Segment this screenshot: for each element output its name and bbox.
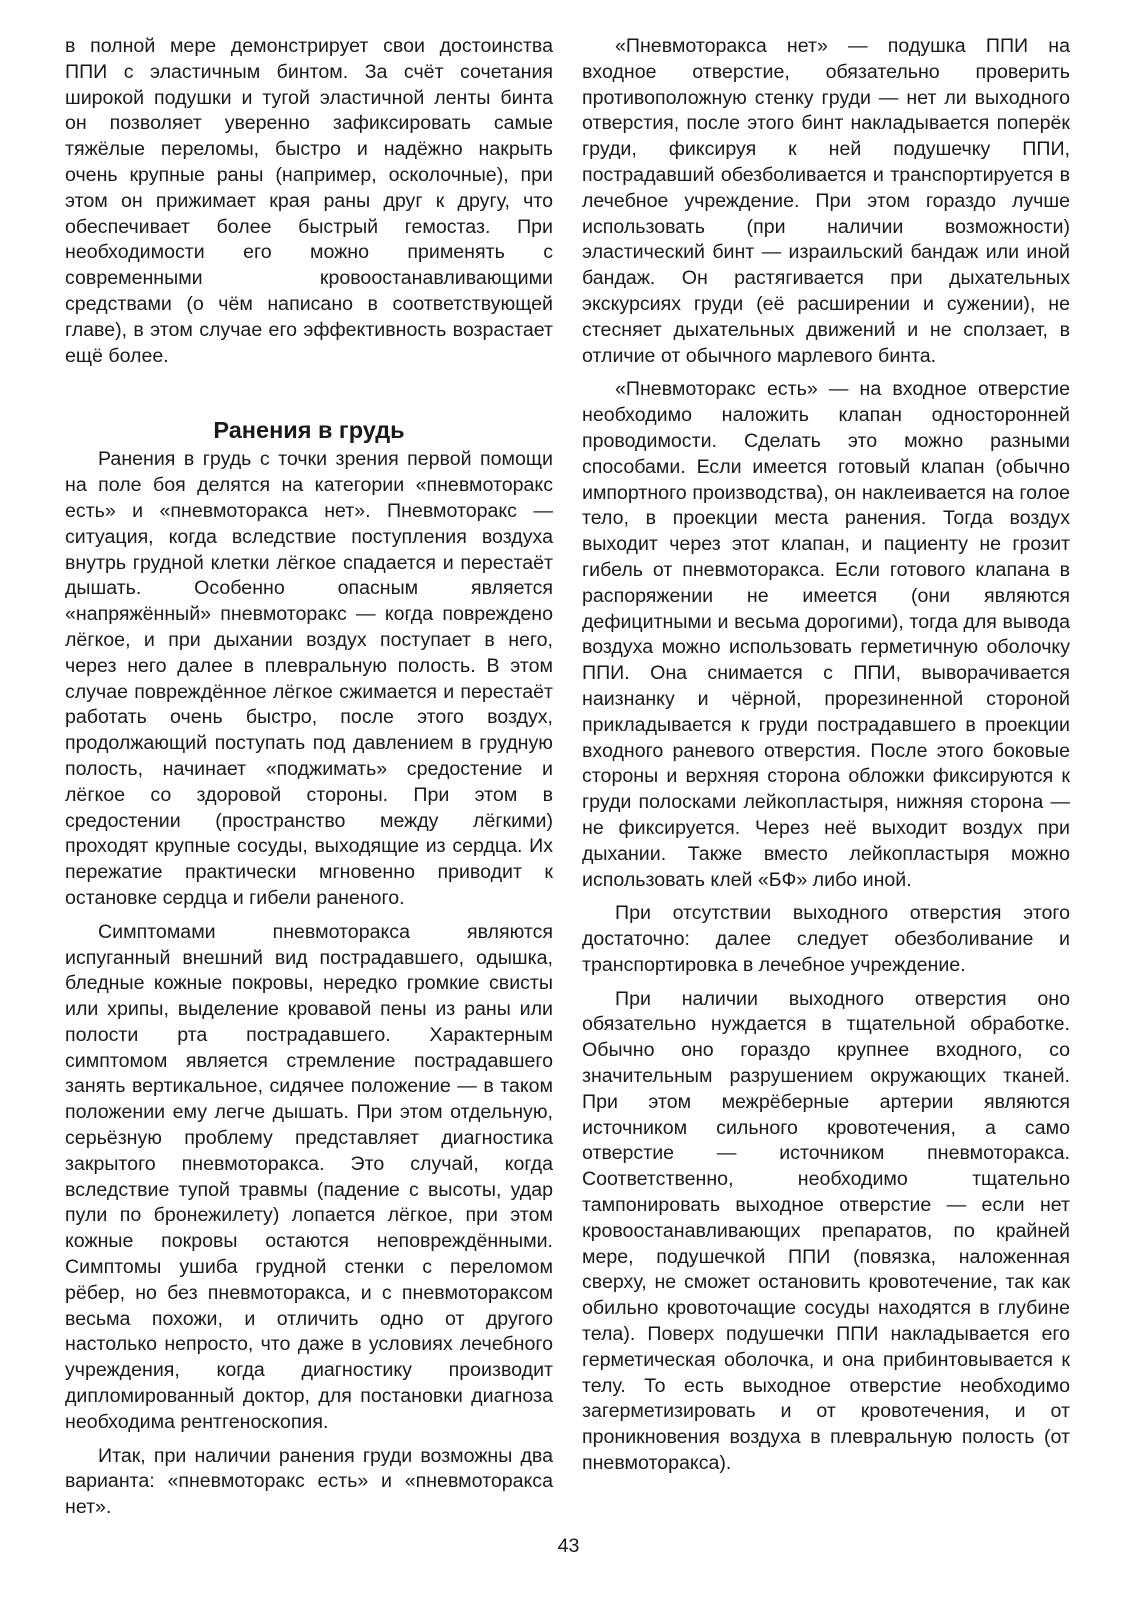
paragraph: Итак, при наличии ранения груди возможны два варианта: «пневмоторакс есть» и «пневмоторакса нет». (65, 1444, 553, 1519)
paragraph: в полной мере демонстрирует свои достоинства ППИ с эластичным бинтом. За счёт сочетания широкой подушки и тугой эластичной ленты бинта он позволяет уверенно зафиксировать самые тяжёлые переломы, быстро и надёжно накрыть очень крупные раны (например, осколочные), при этом он прижимает края раны друг к другу, что обеспечивает более быстрый гемостаз. При необходимости его можно применять с современными кровоостанавливающими средствами (о чём написано в соответствующей главе), в этом случае его эффективность возрастает ещё более. (65, 35, 553, 367)
page-number: 43 (557, 1535, 580, 1557)
paragraph: При отсутствии выходного отверстия этого достаточно: далее следует обезболивание и транспортировка в лечебное учреждение. (582, 902, 1070, 976)
section-heading: Ранения в грудь (213, 417, 405, 444)
paragraph: Симптомами пневмоторакса являются испуганный внешний вид пострадавшего, одышка, бледные кожные покровы, нередко громкие свисты или хрипы, выделение кровавой пены из раны или полости рта пострадавшего. Характерным симптомом является стремление пострадавшего занять вертикальное, сидячее положение — в таком положении ему легче дышать. При этом отдельную, серьёзную проблему представляет диагностика закрытого пневмоторакса. Это случай, когда вследствие тупой травмы (падение с высоты, удар пули по бронежилету) лопается лёгкое, при этом кожные покровы остаются неповреждёнными. Симптомы ушиба грудной стенки с переломом рёбер, но без пневмоторакса, и с пневмотораксом весьма похожи, и отличить одно от другого настолько непросто, что даже в условиях лечебного учреждения, когда диагностику производит дипломированный доктор, для постановки диагноза необходима рентгеноскопия. (65, 920, 553, 1433)
right-column (582, 34, 1070, 1485)
left-column (65, 34, 553, 1529)
paragraph: «Пневмоторакс есть» — на входное отверстие необходимо наложить клапан односторонней проводимости. Сделать это можно разными способами. Если имеется готовый клапан (обычно импортного производства), он наклеивается на голое тело, в проекции места ранения. Тогда воздух выходит через этот клапан, и пациенту не грозит гибель от пневмоторакса. Если готового клапана в распоряжении не имеется (они являются дефицитными и весьма дорогими), тогда для вывода воздуха можно использовать герметичную оболочку ППИ. Она снимается с ППИ, выворачивается наизнанку и чёрной, прорезиненной стороной прикладывается к груди пострадавшего в проекции входного раневого отверстия. После этого боковые стороны и верхняя сторона обложки фиксируются к груди полосками лейкопластыря, нижняя сторона — не фиксируется. Через неё выходит воздух при дыхании. Также вместо лейкопластыря можно использовать клей «БФ» либо иной. (582, 378, 1070, 891)
paragraph: «Пневмоторакса нет» — подушка ППИ на входное отверстие, обязательно проверить противоположную стенку груди — нет ли выходного отверстия, после этого бинт накладывается поперёк груди, фиксируя к ней подушечку ППИ, пострадавший обезболивается и транспортируется в лечебное учреждение. При этом гораздо лучше использовать (при наличии возможности) эластический бинт — израильский бандаж или иной бандаж. Он растягивается при дыхательных экскурсиях груди (её расширении и сужении), не стесняет дыхательных движений и не сползает, в отличие от обычного марлевого бинта. (582, 35, 1070, 367)
paragraph: Ранения в грудь с точки зрения первой помощи на поле боя делятся на категории «пневмоторакс есть» и «пневмоторакса нет». Пневмоторакс — ситуация, когда вследствие поступления воздуха внутрь грудной клетки лёгкое спадается и перестаёт дышать. Особенно опасным является «напряжённый» пневмоторакс — когда повреждено лёгкое, и при дыхании воздух поступает в него, через него далее в плевральную полость. В этом случае повреждённое лёгкое сжимается и перестаёт работать очень быстро, после этого воздух, продолжающий поступать под давлением в грудную полость, начинает «поджимать» средостение и лёгкое со здоровой стороны. При этом в средостении (пространство между лёгкими) проходят крупные сосуды, выходящие из сердца. Их пережатие практически мгновенно приводит к остановке сердца и гибели раненого. (65, 448, 553, 909)
paragraph: При наличии выходного отверстия оно обязательно нуждается в тщательной обработке. Обычно оно гораздо крупнее входного, со значительным разрушением окружающих тканей. При этом межрёберные артерии являются источником сильного кровотечения, а само отверстие — источником пневмоторакса. Соответственно, необходимо тщательно тампонировать выходное отверстие — если нет кровоостанавливающих препаратов, по крайней мере, подушечкой ППИ (повязка, наложенная сверху, не сможет остановить кровотечение, так как обильно кровоточащие сосуды находятся в глубине тела). Поверх подушечки ППИ накладывается его герметическая оболочка, и она прибинтовывается к телу. То есть выходное отверстие необходимо загерметизировать и от кровотечения, и от проникновения воздуха в плевральную полость (от пневмоторакса). (582, 987, 1070, 1475)
